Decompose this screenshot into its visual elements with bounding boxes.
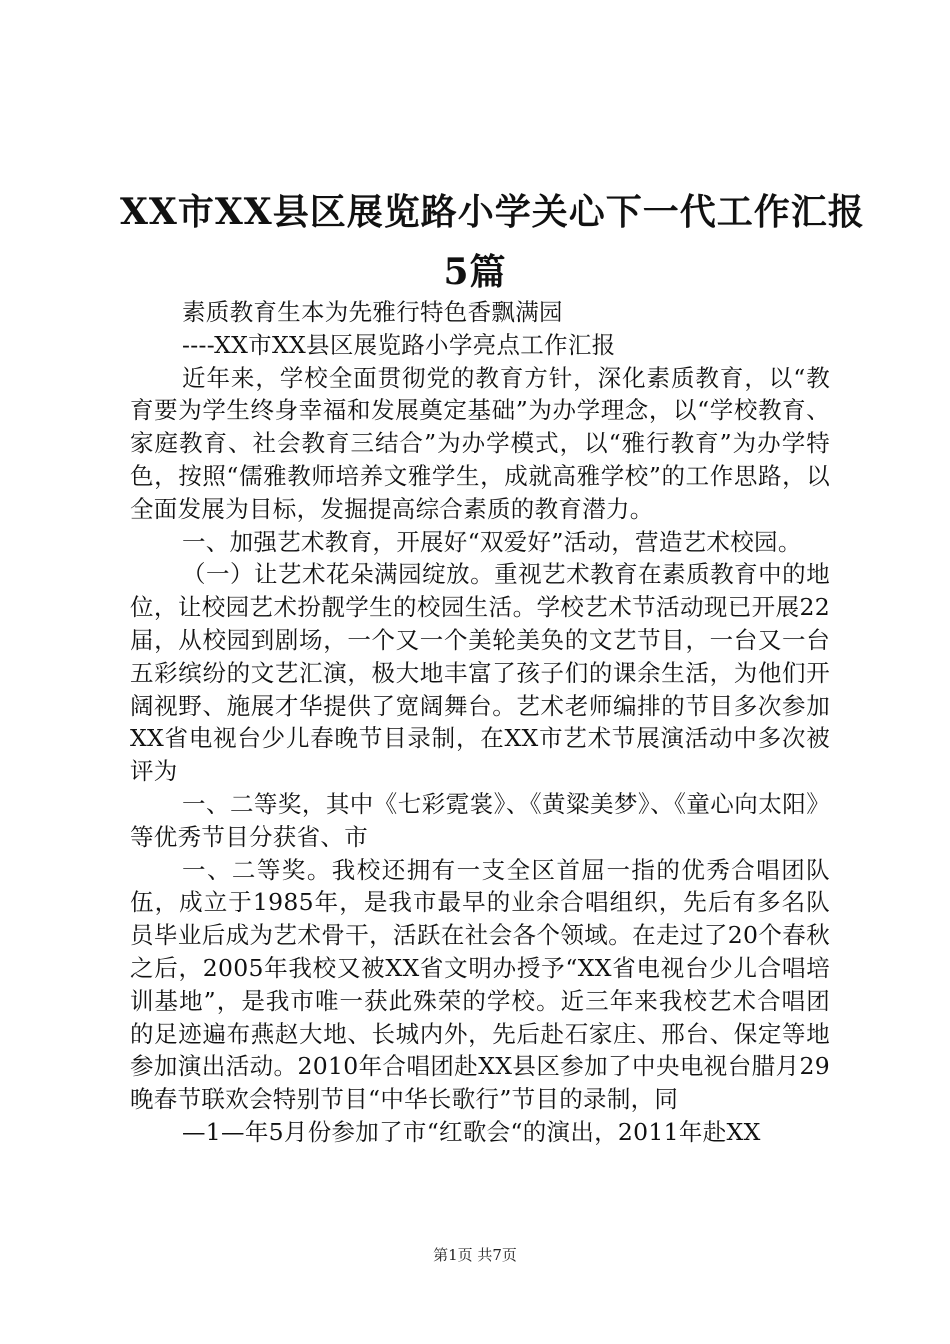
paragraph-continued: —1—年5月份参加了市“红歌会“的演出，2011年赴XX [182,1117,761,1146]
paragraph-awards: 一、二等奖，其中《七彩霓裳》、《黄粱美梦》、《童心向太阳》等优秀节目分获省、市 [130,789,830,851]
paragraph-arts: （一）让艺术花朵满园绽放。重视艺术教育在素质教育中的地位，让校园艺术扮靓学生的校园生活。学校艺术节活动现已开展22届，从校园到剧场，一个又一个美轮美奂的文艺节目，一台又一台五彩缤纷的文艺汇演，极大地丰富了孩子们的课余生活，为他们开阔视野、施展才华提供了宽阔舞台。艺术老师编排的节目多次参加XX省电视台少儿春晚节目录制，在XX市艺术节展演活动中多次被评为 [130,560,830,786]
paragraph-choir: 一、二等奖。我校还拥有一支全区首屈一指的优秀合唱团队伍，成立于1985年，是我市最早的业余合唱组织，先后有多名队员毕业后成为艺术骨干，活跃在社会各个领域。在走过了20个春秋之后，2005年我校又被XX省文明办授予“XX省电视台少儿合唱培训基地”，是我市唯一获此殊荣的学校。近三年来我校艺术合唱团的足迹遍布燕赵大地、长城内外，先后赴石家庄、邢台、保定等地参加演出活动。2010年合唱团赴XX县区参加了中央电视台腊月29晚春节联欢会特别节目“中华长歌行”节目的录制，同 [130,855,830,1114]
subtitle-byline: ----XX市XX县区展览路小学亮点工作汇报 [182,330,616,359]
document-title-line1: XX市XX县区展览路小学关心下一代工作汇报 [120,191,865,233]
subtitle: 素质教育生本为先雅行特色香飘满园 [182,298,563,326]
document-body [130,296,830,1149]
document-title-line2: 5篇 [443,251,507,293]
page-footer: 第1页 共7页 [433,1246,517,1264]
paragraph-intro: 近年来，学校全面贯彻党的教育方针，深化素质教育，以“教育要为学生终身幸福和发展奠定基础”为办学理念，以“学校教育、家庭教育、社会教育三结合”为办学模式，以“雅行教育”为办学特色，按照“儒雅教师培养文雅学生，成就高雅学校”的工作思路，以全面发展为目标，发掘提高综合素质的教育潜力。 [130,363,830,523]
section-heading: 一、加强艺术教育，开展好“双爱好”活动，营造艺术校园。 [182,527,802,556]
